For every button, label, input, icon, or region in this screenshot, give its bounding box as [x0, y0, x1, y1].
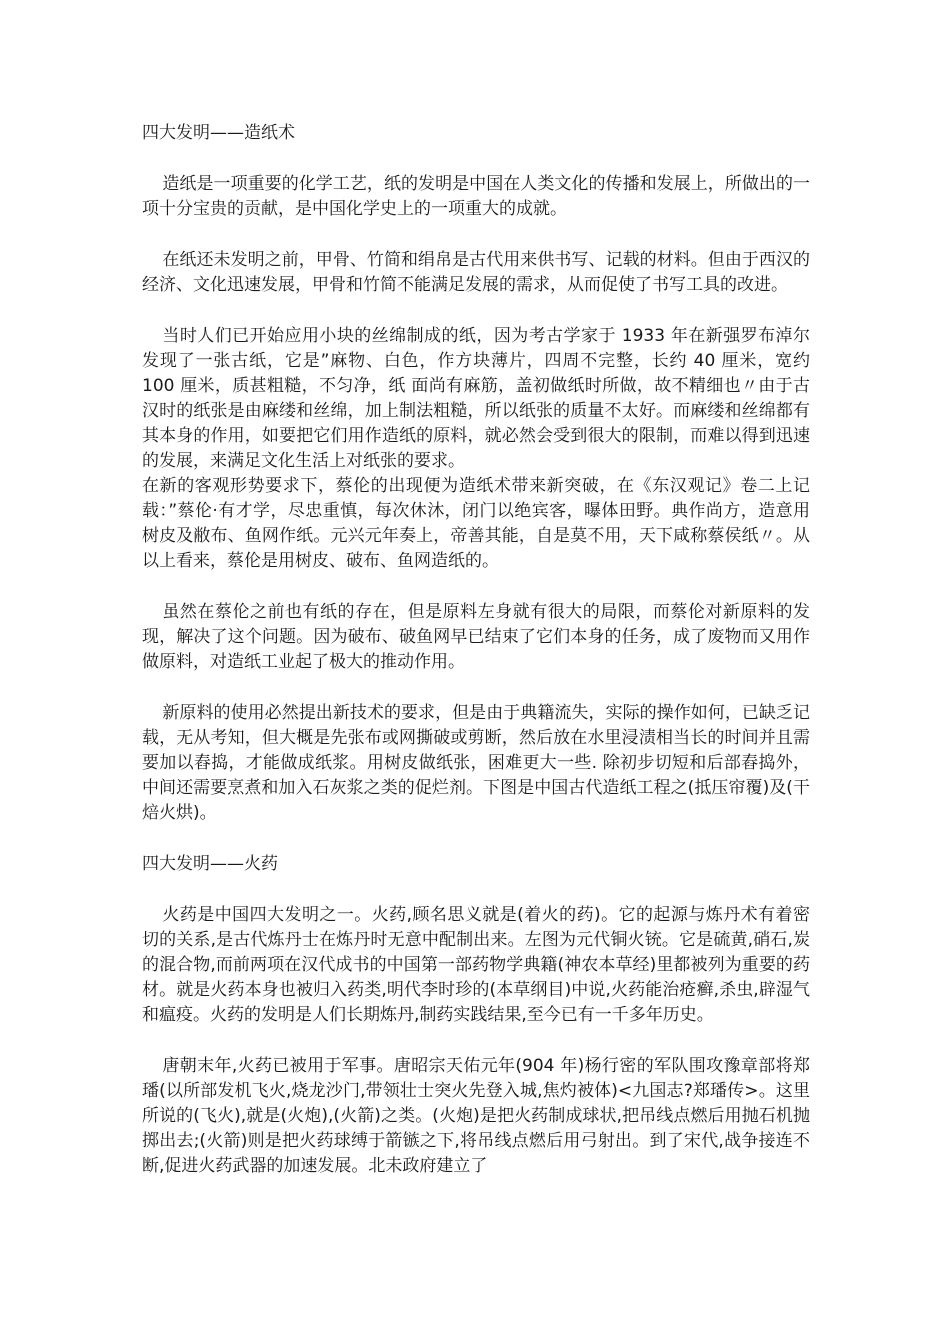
paragraph: 唐朝末年,火药已被用于军事。唐昭宗天佑元年(904 年)杨行密的军队围攻豫章部将郑璠(以所部发机飞火,烧龙沙门,带领壮士突火先登入城,焦灼被体)<九国志?郑璠传>。这里所说的(飞火),就是(火炮),(火箭)之类。(火炮)是把火药制成球状,把吊线点燃后用抛石机抛掷出去;(火箭)则是把火药球缚于箭镞之下,将吊线点燃后用弓射出。到了宋代,战争接连不断,促进火药武器的加速发展。北未政府建立了 — [142, 1056, 810, 1176]
paragraph: 当时人们已开始应用小块的丝绵制成的纸，因为考古学家于 1933 年在新强罗布淖尔发现了一张古纸，它是”麻物、白色，作方块薄片，四周不完整，长约 40 厘米，宽约 100 厘米，质甚粗糙，不匀净，纸 面尚有麻筋，盖初做纸时所做，故不精细也〃由于古汉时的纸张是由麻缕和丝绵，加上制法粗糙，所以纸张的质量不太好。而麻缕和丝绵都有其本身的作用，如要把它们用作造纸的原料，就必然会受到很大的限制，而难以得到迅速的发展，来满足文化生活上对纸张的要求。 — [142, 326, 810, 471]
document-page — [142, 121, 810, 1179]
paragraph: 在纸还未发明之前，甲骨、竹简和绢帛是古代用来供书写、记载的材料。但由于西汉的经济、文化迅速发展，甲骨和竹简不能满足发展的需求，从而促使了书写工具的改进。 — [142, 250, 810, 295]
section-heading-gunpowder: 四大发明——火药 — [142, 854, 278, 874]
paragraph: 火药是中国四大发明之一。火药,顾名思义就是(着火的药)。它的起源与炼丹术有着密切的关系,是古代炼丹士在炼丹时无意中配制出来。左图为元代铜火铳。它是硫黄,硝石,炭的混合物,而前两项在汉代成书的中国第一部药物学典籍(神农本草经)里都被列为重要的药材。就是火药本身也被归入药类,明代李时珍的(本草纲目)中说,火药能治疮癣,杀虫,辟湿气和瘟疫。火药的发明是人们长期炼丹,制药实践结果,至今已有一千多年历史。 — [142, 905, 810, 1025]
paragraph: 在新的客观形势要求下，蔡伦的出现便为造纸术带来新突破，在《东汉观记》卷二上记载：”蔡伦·有才学，尽忠重慎，每次休沐，闭门以绝宾客，曝体田野。典作尚方，造意用树皮及敝布、鱼网作纸。元兴元年奏上，帝善其能，自是莫不用，天下咸称蔡侯纸〃。从以上看来，蔡伦是用树皮、破布、鱼网造纸的。 — [142, 476, 810, 571]
section-heading-papermaking: 四大发明——造纸术 — [142, 123, 295, 143]
paragraph: 新原料的使用必然提出新技术的要求，但是由于典籍流失，实际的操作如何，已缺乏记载，无从考知，但大概是先张布或网撕破或剪断，然后放在水里浸渍相当长的时间并且需要加以舂捣，才能做成纸浆。用树皮做纸张，困难更大一些. 除初步切短和后部舂捣外，中间还需要烹煮和加入石灰浆之类的促烂剂。下图是中国古代造纸工程之(抵压帘覆)及(干焙火烘)。 — [142, 703, 810, 823]
paragraph: 虽然在蔡伦之前也有纸的存在，但是原料左身就有很大的局限，而蔡伦对新原料的发现，解决了这个问题。因为破布、破鱼网早已结束了它们本身的任务，成了废物而又用作做原料，对造纸工业起了极大的推动作用。 — [142, 602, 810, 672]
paragraph: 造纸是一项重要的化学工艺，纸的发明是中国在人类文化的传播和发展上，所做出的一项十分宝贵的贡献，是中国化学史上的一项重大的成就。 — [142, 174, 810, 219]
